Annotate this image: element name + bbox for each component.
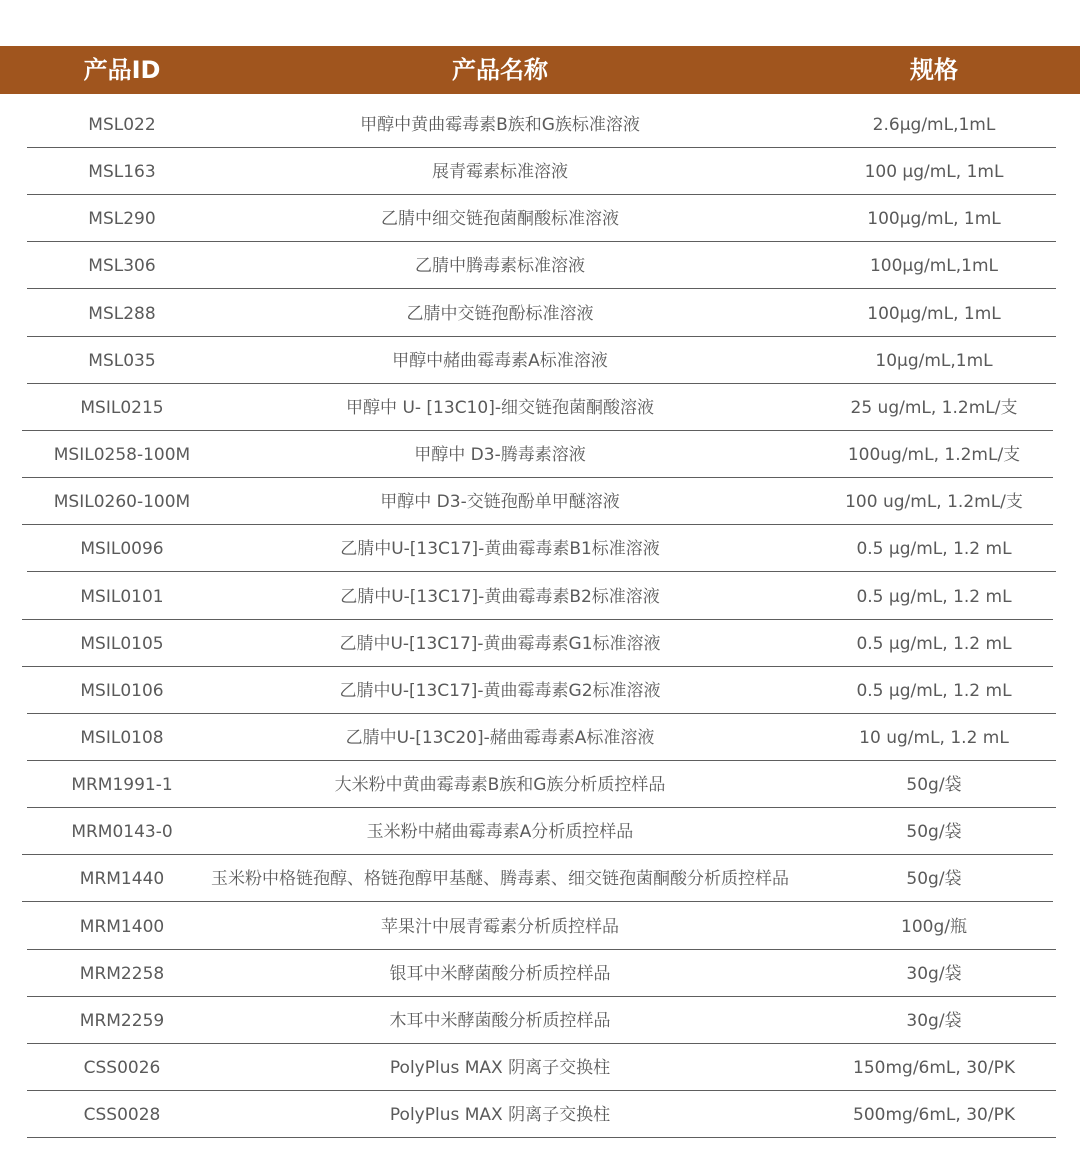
table-row [0, 384, 1080, 431]
product-id-cell: MRM1991-1 [71, 775, 173, 796]
product-name-cell: 乙腈中腾毒素标准溶液 [415, 256, 585, 277]
table-row [0, 195, 1080, 242]
spec-cell: 0.5 μg/mL, 1.2 mL [856, 539, 1012, 560]
product-id-cell: MSL290 [88, 209, 156, 230]
product-id-cell: MSIL0215 [80, 397, 164, 418]
product-name-cell: PolyPlus MAX 阴离子交换柱 [389, 1058, 611, 1078]
product-id-cell: MSIL0108 [80, 727, 164, 748]
product-name-cell: 乙腈中细交链孢菌酮酸标准溶液 [381, 209, 619, 230]
spec-cell: 0.5 μg/mL, 1.2 mL [856, 586, 1012, 607]
product-id-cell: MRM2259 [79, 1010, 165, 1031]
product-id-cell: MRM1440 [79, 869, 165, 890]
product-name-cell: 乙腈中U-[13C20]-赭曲霉毒素A标准溶液 [345, 727, 655, 748]
product-name-cell: 甲醇中赭曲霉毒素A标准溶液 [392, 350, 608, 371]
product-name-cell: 银耳中米酵菌酸分析质控样品 [389, 963, 611, 984]
spec-cell: 0.5 μg/mL, 1.2 mL [856, 680, 1012, 701]
product-id-cell: MSIL0106 [80, 680, 164, 701]
spec-cell: 500mg/6mL, 30/PK [853, 1105, 1015, 1126]
product-name-cell: 玉米粉中赭曲霉毒素A分析质控样品 [366, 822, 634, 843]
table-row [0, 290, 1080, 337]
spec-cell: 50g/袋 [906, 822, 962, 843]
product-id-cell: CSS0028 [83, 1105, 161, 1126]
product-id-cell: MRM2258 [79, 963, 165, 984]
product-name-cell: 乙腈中U-[13C17]-黄曲霉毒素G2标准溶液 [339, 680, 661, 701]
spec-cell: 30g/袋 [906, 1010, 962, 1031]
spec-cell: 100μg/mL, 1mL [867, 303, 1001, 324]
product-id-cell: MRM0143-0 [71, 822, 173, 843]
spec-cell: 100ug/mL, 1.2mL/支 [847, 445, 1021, 466]
table-header [0, 46, 1080, 94]
table-row [0, 997, 1080, 1044]
table-row [0, 101, 1080, 148]
column-header-product-id: 产品ID [83, 56, 161, 84]
table-row [0, 431, 1080, 478]
spec-cell: 100g/瓶 [901, 916, 967, 937]
table-row [0, 573, 1080, 620]
product-id-cell: MSL288 [88, 303, 156, 324]
table-row [0, 1044, 1080, 1091]
product-id-cell: MSIL0258-100M [53, 445, 191, 466]
spec-cell: 10μg/mL,1mL [875, 350, 993, 371]
spec-cell: 30g/袋 [906, 963, 962, 984]
table-row [0, 808, 1080, 855]
column-header-spec: 规格 [910, 56, 958, 84]
product-id-cell: MRM1400 [79, 916, 165, 937]
spec-cell: 100μg/mL,1mL [869, 256, 999, 277]
spec-cell: 100 ug/mL, 1.2mL/支 [845, 492, 1023, 513]
spec-cell: 50g/袋 [906, 869, 962, 890]
table-row [0, 148, 1080, 195]
row-divider [27, 1137, 1056, 1138]
table-row [0, 1091, 1080, 1138]
product-id-cell: MSIL0096 [80, 539, 164, 560]
product-id-cell: MSIL0105 [80, 633, 164, 654]
table-row [0, 761, 1080, 808]
table-row [0, 478, 1080, 525]
table-row [0, 337, 1080, 384]
product-id-cell: MSL306 [88, 256, 156, 277]
spec-cell: 2.6μg/mL,1mL [872, 115, 996, 135]
spec-cell: 100μg/mL, 1mL [867, 209, 1001, 230]
product-name-cell: 展青霉素标准溶液 [432, 162, 568, 183]
product-name-cell: 玉米粉中格链孢醇、格链孢醇甲基醚、腾毒素、细交链孢菌酮酸分析质控样品 [211, 869, 789, 890]
table-row [0, 242, 1080, 289]
spec-cell: 50g/袋 [906, 775, 962, 796]
table-row [0, 525, 1080, 572]
product-id-cell: MSIL0260-100M [53, 492, 191, 513]
table-row [0, 714, 1080, 761]
table-row [0, 950, 1080, 997]
spec-cell: 25 ug/mL, 1.2mL/支 [850, 397, 1018, 418]
product-name-cell: 甲醇中 D3-腾毒素溶液 [414, 445, 586, 466]
product-name-cell: 甲醇中 U- [13C10]-细交链孢菌酮酸溶液 [346, 397, 654, 418]
table-row [0, 667, 1080, 714]
product-name-cell: 乙腈中交链孢酚标准溶液 [406, 303, 594, 324]
product-id-cell: MSL035 [88, 350, 156, 371]
table-row [0, 855, 1080, 902]
product-id-cell: MSL163 [88, 162, 156, 183]
product-name-cell: 乙腈中U-[13C17]-黄曲霉毒素B2标准溶液 [340, 586, 660, 607]
product-name-cell: 大米粉中黄曲霉毒素B族和G族分析质控样品 [334, 775, 666, 796]
column-header-product-name: 产品名称 [452, 56, 548, 84]
product-name-cell: 乙腈中U-[13C17]-黄曲霉毒素B1标准溶液 [340, 539, 660, 560]
spec-cell: 150mg/6mL, 30/PK [853, 1058, 1015, 1078]
product-name-cell: 乙腈中U-[13C17]-黄曲霉毒素G1标准溶液 [339, 633, 661, 654]
product-name-cell: PolyPlus MAX 阴离子交换柱 [389, 1105, 611, 1126]
product-name-cell: 甲醇中 D3-交链孢酚单甲醚溶液 [380, 492, 620, 513]
spec-cell: 10 ug/mL, 1.2 mL [859, 727, 1009, 748]
product-name-cell: 苹果汁中展青霉素分析质控样品 [381, 916, 619, 937]
product-id-cell: CSS0026 [83, 1058, 161, 1078]
spec-cell: 0.5 μg/mL, 1.2 mL [856, 633, 1012, 654]
product-name-cell: 甲醇中黄曲霉毒素B族和G族标准溶液 [360, 115, 640, 135]
product-id-cell: MSL022 [88, 115, 156, 135]
table-row [0, 903, 1080, 950]
table-row [0, 620, 1080, 667]
product-id-cell: MSIL0101 [80, 586, 164, 607]
product-name-cell: 木耳中米酵菌酸分析质控样品 [389, 1010, 611, 1031]
spec-cell: 100 μg/mL, 1mL [864, 162, 1004, 183]
